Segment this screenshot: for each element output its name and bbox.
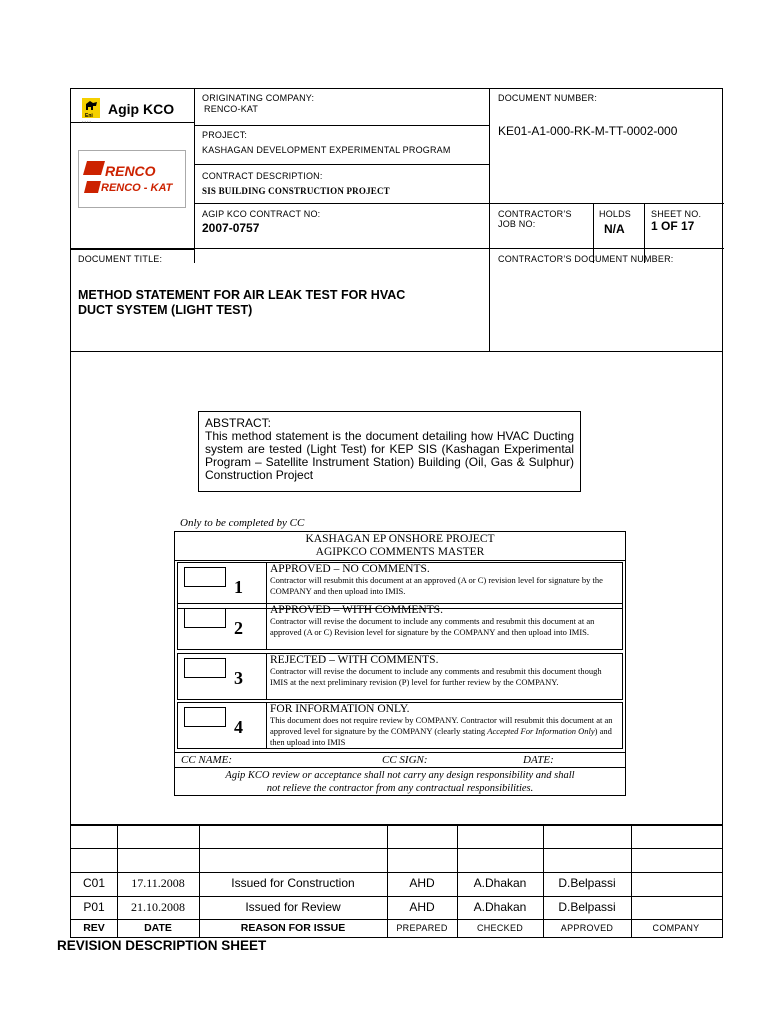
comment-option-title: FOR INFORMATION ONLY. <box>270 703 410 715</box>
table-header-reason: REASON FOR ISSUE <box>240 922 346 934</box>
comment-option-2 <box>177 603 623 650</box>
renco-kat-logo-text: RENCO - KAT <box>101 182 173 194</box>
table-header-rev: REV <box>83 922 105 934</box>
revision-table <box>70 824 723 938</box>
comment-option-number: 4 <box>234 717 243 737</box>
contract-no-value: 2007-0757 <box>202 221 260 235</box>
table-cell-date: 21.10.2008 <box>131 900 185 914</box>
renco-logo-text: RENCO <box>105 163 156 179</box>
comment-option-text: Contractor will resubmit this document at an approved (A or C) revision level for signature by the COMPANY and then upload into IMIS. <box>270 575 603 596</box>
cc-name-label: CC NAME: <box>181 754 233 766</box>
comments-master-title-2: AGIPKCO COMMENTS MASTER <box>315 546 485 558</box>
contractors-job-no-label-2: JOB NO: <box>498 219 536 229</box>
agip-kco-logo-text: Agip KCO <box>108 101 175 117</box>
comment-option-text: This document does not require review by COMPANY. Contractor will resubmit this document at an approved level for signature by the COMPANY (clearly stating Accepted For Information Only) and then upload into IMIS <box>270 715 613 747</box>
comments-master-note: Only to be completed by CC <box>180 517 305 529</box>
table-cell-checked: A.Dhakan <box>473 876 527 890</box>
contractors-job-no-label-1: CONTRACTOR’S <box>498 209 572 219</box>
document-number-value: KE01-A1-000-RK-M-TT-0002-000 <box>498 124 678 138</box>
holds-label: HOLDS <box>599 209 632 219</box>
disclaimer-line-2: not relieve the contractor from any contractual responsibilities. <box>266 783 534 794</box>
comment-option-title: APPROVED – WITH COMMENTS. <box>270 604 443 616</box>
comment-option-3 <box>177 653 623 700</box>
comment-option-checkbox[interactable] <box>184 608 226 628</box>
comments-master-box <box>174 531 626 796</box>
contract-no-label: AGIP KCO CONTRACT NO: <box>202 209 321 219</box>
table-cell-rev: C01 <box>82 876 105 890</box>
table-cell-date: 17.11.2008 <box>131 876 185 890</box>
disclaimer-line-1: Agip KCO review or acceptance shall not carry any design responsibility and shall <box>225 770 575 781</box>
table-cell-approved: D.Belpassi <box>558 876 616 890</box>
table-cell-rev: P01 <box>83 900 105 914</box>
agip-kco-logo <box>78 94 186 124</box>
document-title-line-1: METHOD STATEMENT FOR AIR LEAK TEST FOR HVAC <box>78 288 406 302</box>
sheet-no-label: SHEET NO. <box>651 209 702 219</box>
table-cell-prepared: AHD <box>409 876 435 890</box>
contractors-document-number-label: CONTRACTOR’S DOCUMENT NUMBER: <box>498 254 674 264</box>
abstract-title: ABSTRACT: <box>205 416 272 430</box>
comments-master-header <box>175 532 625 561</box>
table-cell-prepared: AHD <box>409 900 435 914</box>
comment-option-number: 1 <box>234 577 243 597</box>
table-header-approved: APPROVED <box>560 923 614 933</box>
contract-description-value: SIS BUILDING CONSTRUCTION PROJECT <box>202 186 390 196</box>
table-header-prepared: PREPARED <box>396 923 448 933</box>
table-cell-approved: D.Belpassi <box>558 900 616 914</box>
comments-master-title-1: KASHAGAN EP ONSHORE PROJECT <box>305 533 495 545</box>
comment-option-text: Contractor will revise the document to include any comments and resubmit this document at an approved (A or C) Revision level for signature by the COMPANY and then upload into IMIS. <box>270 616 595 637</box>
comment-option-title: REJECTED – WITH COMMENTS. <box>270 654 439 666</box>
comment-option-number: 3 <box>234 668 243 688</box>
sheet-no-value: 1 OF 17 <box>651 219 695 233</box>
table-header-company: COMPANY <box>652 923 700 933</box>
date-label: DATE: <box>523 754 554 766</box>
abstract-box <box>198 411 581 492</box>
comment-option-4 <box>177 702 623 749</box>
table-header-checked: CHECKED <box>476 923 524 933</box>
revision-description-sheet-title: REVISION DESCRIPTION SHEET <box>57 938 267 953</box>
table-cell-reason: Issued for Review <box>245 900 341 914</box>
holds-value: N/A <box>604 222 625 236</box>
table-cell-checked: A.Dhakan <box>473 900 527 914</box>
project-label: PROJECT: <box>202 130 248 140</box>
project-value: KASHAGAN DEVELOPMENT EXPERIMENTAL PROGRAM <box>202 145 451 155</box>
comment-option-checkbox[interactable] <box>184 707 226 727</box>
originating-company-label: ORIGINATING COMPANY: <box>202 93 315 103</box>
originating-company-value: RENCO-KAT <box>204 104 259 114</box>
comment-option-number: 2 <box>234 618 243 638</box>
document-title-label: DOCUMENT TITLE: <box>78 254 163 264</box>
renco-logo <box>78 150 186 208</box>
comment-option-title: APPROVED – NO COMMENTS. <box>270 563 430 575</box>
abstract-text: This method statement is the document detailing how HVAC Ducting system are tested (Light Test) for KEP SIS (Kashagan Experimental Program – Satellite Instrument Station) Building (Oil, Gas & Sulphur) Construction Project <box>205 429 574 482</box>
document-title-line-2: DUCT SYSTEM (LIGHT TEST) <box>78 303 253 317</box>
svg-text:• • • •: • • • • <box>82 119 91 124</box>
contract-description-label: CONTRACT DESCRIPTION: <box>202 171 323 181</box>
comments-master-footer <box>175 752 625 798</box>
eni-text: Eni <box>85 113 93 119</box>
cc-sign-label: CC SIGN: <box>382 754 428 766</box>
table-header-date: DATE <box>144 922 172 934</box>
document-number-label: DOCUMENT NUMBER: <box>498 93 598 103</box>
table-cell-reason: Issued for Construction <box>231 876 355 890</box>
comment-option-1 <box>177 562 623 609</box>
comment-option-text: Contractor will revise the document to include any comments and resubmit this document though IMIS at the next preliminary revision (P) level for further review by the COMPANY. <box>270 666 602 687</box>
comment-option-checkbox[interactable] <box>184 567 226 587</box>
comment-option-checkbox[interactable] <box>184 658 226 678</box>
